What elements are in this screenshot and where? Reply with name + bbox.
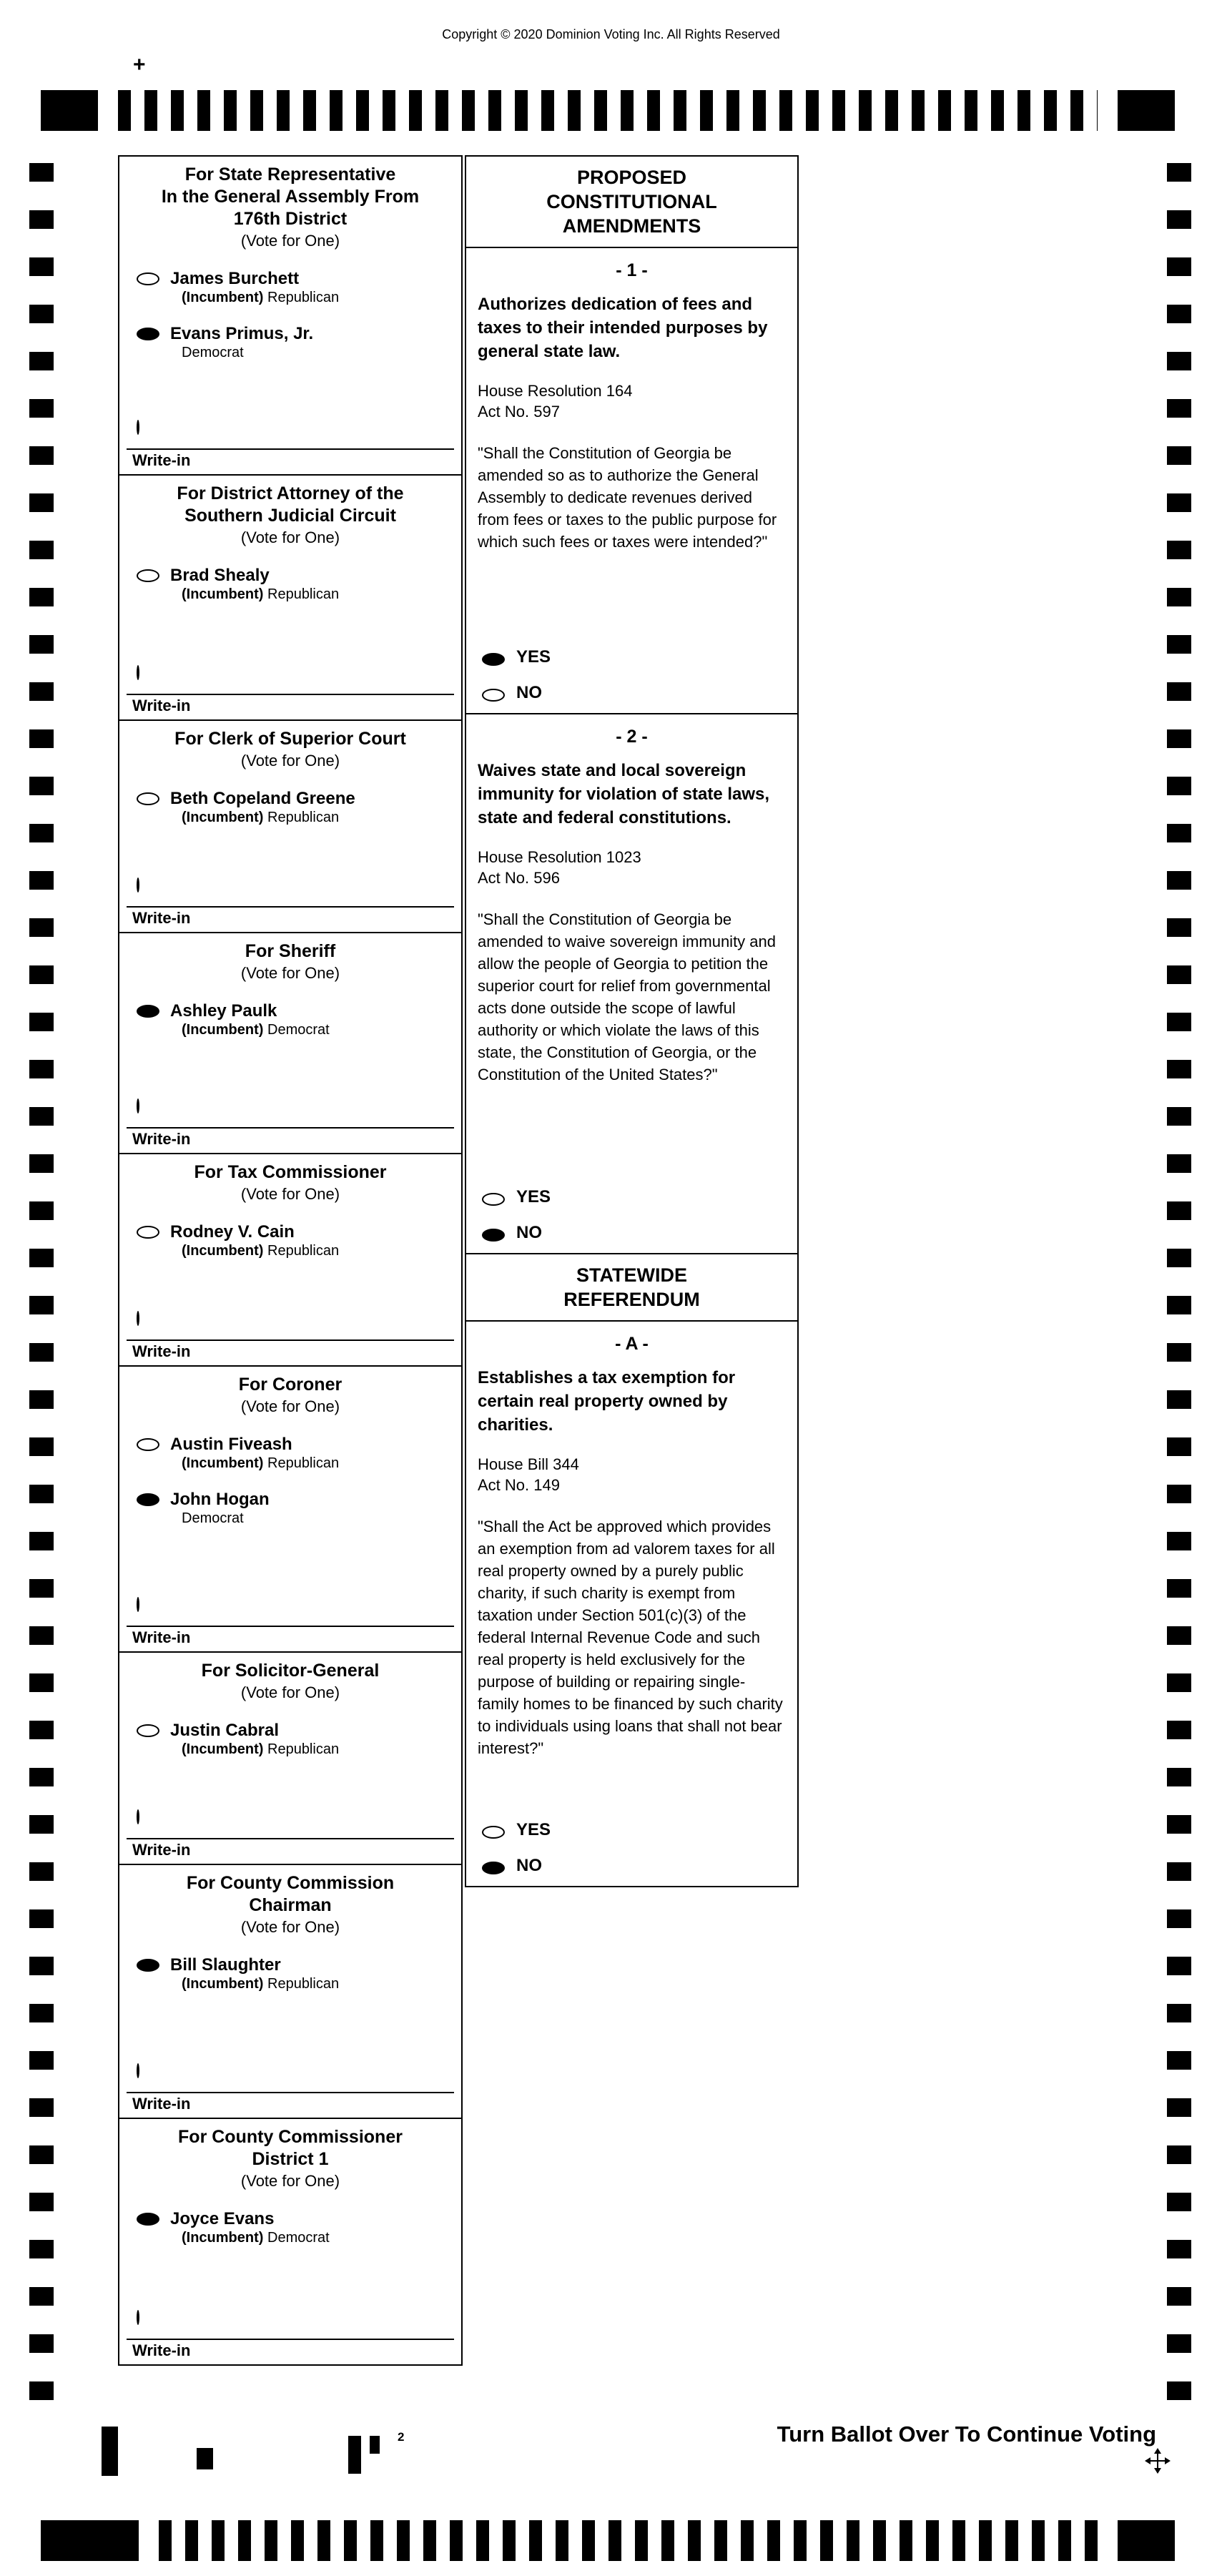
- ballot-oval[interactable]: [137, 792, 159, 805]
- contest-county-commissioner-district-1: [119, 2119, 461, 2364]
- contest-title-line: For County Commissioner: [178, 2127, 403, 2147]
- contest-district-attorney: [119, 476, 461, 721]
- ballot-oval[interactable]: [137, 272, 159, 285]
- contest-title: [119, 483, 461, 527]
- measures-column: [465, 155, 799, 1887]
- ballot-oval[interactable]: [137, 1959, 159, 1972]
- candidate-row: [137, 1721, 461, 1759]
- candidate-name: Bill Slaughter: [170, 1955, 281, 1975]
- vote-instruction: (Vote for One): [240, 1683, 340, 1701]
- measure-summary: Waives state and local sovereign immunity for violation of state laws, state and federal constitutions.: [478, 761, 770, 827]
- vote-instruction: (Vote for One): [240, 1185, 340, 1203]
- candidate-affiliation: [182, 1510, 270, 1528]
- ballot-oval[interactable]: [137, 1005, 159, 1018]
- yes-row: [482, 1801, 786, 1840]
- measure-number: - A -: [615, 1334, 649, 1354]
- ballot-oval[interactable]: [137, 328, 159, 340]
- registration-plus-mark: +: [133, 53, 146, 77]
- incumbent-label: (Incumbent): [182, 1022, 264, 1038]
- party-label: Democrat: [182, 345, 244, 360]
- write-in-line[interactable]: [127, 1838, 454, 1839]
- candidate-row: [137, 1490, 461, 1528]
- candidate-name: Joyce Evans: [170, 2209, 275, 2228]
- vote-instruction: (Vote for One): [240, 1918, 340, 1936]
- calibration-mark: [370, 2436, 380, 2454]
- party-label: Republican: [267, 1741, 340, 1757]
- incumbent-label: (Incumbent): [182, 810, 264, 825]
- candidate-affiliation: [182, 2229, 330, 2247]
- contest-title-line: For State Representative: [184, 164, 396, 185]
- header-line: CONSTITUTIONAL: [546, 191, 717, 212]
- write-in-label: Write-in: [132, 1628, 191, 1646]
- copyright-notice: Copyright © 2020 Dominion Voting Inc. All Rights Reserved: [442, 27, 780, 41]
- yes-label: YES: [516, 1820, 551, 1839]
- vote-instruction: (Vote for One): [240, 1397, 340, 1415]
- no-oval[interactable]: [482, 1862, 505, 1874]
- vote-instruction: (Vote for One): [240, 529, 340, 546]
- party-label: Democrat: [267, 2230, 330, 2246]
- ballot-oval[interactable]: [137, 1724, 159, 1737]
- candidate-affiliation: [182, 289, 339, 307]
- contest-title: [119, 728, 461, 750]
- contest-title-line: For District Attorney of the: [177, 483, 404, 503]
- timing-bars: [118, 90, 1098, 131]
- write-in-oval-row: [137, 1580, 461, 1611]
- no-row: [482, 683, 786, 703]
- write-in-oval[interactable]: [137, 1098, 139, 1114]
- measure-number: - 2 -: [616, 727, 648, 747]
- page-number: 2: [398, 2430, 405, 2444]
- contest-title-line: District 1: [252, 2149, 329, 2169]
- incumbent-label: (Incumbent): [182, 586, 264, 602]
- candidate-affiliation: [182, 344, 313, 362]
- write-in-label: Write-in: [132, 1841, 191, 1859]
- measure-referendum-a: [466, 1322, 797, 1886]
- incumbent-label: (Incumbent): [182, 1976, 264, 1992]
- timing-corner-left: [41, 90, 98, 131]
- write-in-label: Write-in: [132, 2341, 191, 2359]
- party-label: Democrat: [182, 1510, 244, 1526]
- write-in-oval-row: [137, 2046, 461, 2078]
- header-line: REFERENDUM: [563, 1289, 700, 1310]
- write-in-line[interactable]: [127, 1626, 454, 1627]
- yes-label: YES: [516, 647, 551, 667]
- incumbent-label: (Incumbent): [182, 1741, 264, 1757]
- timing-marks-bottom: [41, 2520, 1175, 2561]
- candidate-row: [137, 789, 461, 827]
- candidate-row: [137, 324, 461, 362]
- calibration-mark: [197, 2448, 213, 2469]
- party-label: Republican: [267, 1455, 340, 1471]
- ballot-oval[interactable]: [137, 1493, 159, 1506]
- measure-question: "Shall the Constitution of Georgia be amended so as to authorize the General Assembly to dedicate revenues derived from fees or taxes to the public purpose for which such fees or taxes were intended?": [478, 444, 777, 551]
- yes-row: [482, 629, 786, 667]
- write-in-oval[interactable]: [137, 420, 139, 435]
- measure-reference: Act No. 596: [478, 869, 560, 887]
- timing-marks-left: [29, 163, 54, 2416]
- contest-title: [119, 1660, 461, 1682]
- write-in-oval[interactable]: [137, 665, 139, 680]
- write-in-oval-row: [137, 2293, 461, 2324]
- measure-amendment-2: [466, 714, 797, 1254]
- candidate-row: [137, 1001, 461, 1039]
- write-in-label: Write-in: [132, 451, 191, 469]
- timing-corner-left: [41, 2520, 139, 2561]
- contest-title: [119, 1872, 461, 1917]
- timing-corner-right: [1118, 90, 1175, 131]
- four-arrow-icon: [1144, 2447, 1171, 2474]
- contest-solicitor-general: [119, 1653, 461, 1865]
- ballot-oval[interactable]: [137, 1438, 159, 1451]
- candidate-name: John Hogan: [170, 1490, 270, 1509]
- measure-question: "Shall the Constitution of Georgia be amended to waive sovereign immunity and allow the people of Georgia to petition the superior court for relief from governmental acts done outside the scope of lawful authority or which violate the laws of this state, the Constitution of Georgia, or the Constitution of the United States?": [478, 910, 777, 1083]
- ballot-oval[interactable]: [137, 2213, 159, 2226]
- incumbent-label: (Incumbent): [182, 290, 264, 305]
- no-row: [482, 1856, 786, 1876]
- timing-bars: [159, 2520, 1098, 2561]
- contest-county-commission-chairman: [119, 1865, 461, 2119]
- write-in-oval-row: [137, 1294, 461, 1325]
- candidate-name: Brad Shealy: [170, 566, 270, 585]
- contest-clerk-superior-court: [119, 721, 461, 933]
- yes-row: [482, 1169, 786, 1207]
- turn-ballot-instruction: Turn Ballot Over To Continue Voting: [777, 2422, 1156, 2447]
- contest-title: [119, 940, 461, 963]
- no-label: NO: [516, 1223, 542, 1242]
- ballot-oval[interactable]: [137, 1226, 159, 1239]
- vote-instruction: (Vote for One): [240, 964, 340, 982]
- no-oval[interactable]: [482, 689, 505, 702]
- measure-question: "Shall the Act be approved which provides an exemption from ad valorem taxes for all real property owned by a purely public charity, if such charity is exempt from taxation under Section 501(c)(3) of the federal Internal Revenue Code and such real property is held exclusively for the purpose of building or repairing single-family homes to be financed by such charity to individuals using loans that shall not bear interest?": [478, 1518, 783, 1757]
- yes-label: YES: [516, 1187, 551, 1206]
- measure-amendment-1: [466, 248, 797, 714]
- party-label: Republican: [267, 586, 340, 602]
- write-in-line[interactable]: [127, 2092, 454, 2093]
- write-in-oval[interactable]: [137, 877, 139, 893]
- candidate-name: James Burchett: [170, 269, 300, 288]
- measure-summary: Establishes a tax exemption for certain real property owned by charities.: [478, 1368, 736, 1435]
- write-in-line[interactable]: [127, 1127, 454, 1129]
- write-in-oval-row: [137, 648, 461, 679]
- candidate-name: Austin Fiveash: [170, 1435, 292, 1454]
- candidate-name: Rodney V. Cain: [170, 1222, 295, 1242]
- write-in-line[interactable]: [127, 694, 454, 695]
- timing-marks-right: [1167, 163, 1191, 2416]
- no-label: NO: [516, 683, 542, 702]
- candidate-row: [137, 2209, 461, 2247]
- write-in-line[interactable]: [127, 448, 454, 450]
- header-line: STATEWIDE: [576, 1264, 687, 1286]
- contest-state-representative: [119, 157, 461, 476]
- measure-summary: Authorizes dedication of fees and taxes to their intended purposes by general state law.: [478, 295, 768, 361]
- write-in-oval[interactable]: [137, 1809, 139, 1824]
- ballot-oval[interactable]: [137, 569, 159, 582]
- party-label: Republican: [267, 290, 340, 305]
- contest-title-line: For Coroner: [238, 1375, 343, 1395]
- contest-title-line: For Solicitor-General: [201, 1661, 380, 1681]
- write-in-line[interactable]: [127, 906, 454, 908]
- candidate-row: [137, 269, 461, 307]
- write-in-label: Write-in: [132, 697, 191, 714]
- write-in-oval[interactable]: [137, 1597, 139, 1612]
- measure-reference: House Bill 344: [478, 1455, 579, 1473]
- candidate-row: [137, 1955, 461, 1993]
- candidate-affiliation: [182, 1021, 330, 1039]
- write-in-oval-row: [137, 1792, 461, 1824]
- no-row: [482, 1223, 786, 1243]
- vote-instruction: (Vote for One): [240, 752, 340, 770]
- contest-title-line: 176th District: [233, 209, 348, 229]
- candidate-affiliation: [182, 1455, 339, 1473]
- yes-oval[interactable]: [482, 1193, 505, 1206]
- contest-title-line: For County Commission: [186, 1873, 395, 1893]
- vote-instruction: (Vote for One): [240, 2172, 340, 2190]
- contest-title-line: Southern Judicial Circuit: [184, 506, 396, 526]
- timing-corner-right: [1118, 2520, 1175, 2561]
- incumbent-label: (Incumbent): [182, 2230, 264, 2246]
- contest-title-line: For Clerk of Superior Court: [174, 729, 406, 749]
- write-in-oval-row: [137, 403, 461, 434]
- contest-tax-commissioner: [119, 1154, 461, 1367]
- write-in-label: Write-in: [132, 2095, 191, 2113]
- contest-sheriff: [119, 933, 461, 1154]
- write-in-line[interactable]: [127, 1339, 454, 1341]
- party-label: Republican: [267, 810, 340, 825]
- yes-oval[interactable]: [482, 1826, 505, 1839]
- candidate-contests-column: [118, 155, 463, 2366]
- vote-instruction: (Vote for One): [240, 232, 340, 250]
- incumbent-label: (Incumbent): [182, 1455, 264, 1471]
- write-in-oval-row: [137, 1081, 461, 1113]
- no-oval[interactable]: [482, 1229, 505, 1242]
- contest-coroner: [119, 1367, 461, 1653]
- measure-reference: House Resolution 1023: [478, 848, 641, 866]
- timing-marks-top: [41, 90, 1175, 131]
- candidate-row: [137, 1222, 461, 1260]
- candidate-affiliation: [182, 586, 339, 604]
- candidate-affiliation: [182, 1242, 339, 1260]
- write-in-line[interactable]: [127, 2339, 454, 2340]
- party-label: Republican: [267, 1243, 340, 1259]
- measure-reference: House Resolution 164: [478, 382, 633, 400]
- no-label: NO: [516, 1856, 542, 1875]
- candidate-name: Ashley Paulk: [170, 1001, 277, 1021]
- candidate-row: [137, 566, 461, 604]
- contest-title: [119, 2126, 461, 2171]
- measure-reference: Act No. 149: [478, 1476, 560, 1494]
- candidate-affiliation: [182, 1741, 339, 1759]
- measure-reference: Act No. 597: [478, 403, 560, 421]
- write-in-label: Write-in: [132, 1130, 191, 1148]
- write-in-label: Write-in: [132, 909, 191, 927]
- measure-number: - 1 -: [616, 260, 648, 280]
- party-label: Democrat: [267, 1022, 330, 1038]
- contest-title-line: In the General Assembly From: [161, 187, 420, 207]
- calibration-mark: [348, 2436, 361, 2474]
- referendum-header: [466, 1254, 797, 1322]
- contest-title: [119, 1161, 461, 1184]
- contest-title: [119, 164, 461, 230]
- party-label: Republican: [267, 1976, 340, 1992]
- candidate-name: Justin Cabral: [170, 1721, 280, 1740]
- contest-title-line: For Tax Commissioner: [194, 1162, 387, 1182]
- write-in-label: Write-in: [132, 1342, 191, 1360]
- candidate-name: Beth Copeland Greene: [170, 789, 355, 808]
- header-line: PROPOSED: [576, 167, 687, 188]
- contest-title: [119, 1374, 461, 1396]
- write-in-oval[interactable]: [137, 2063, 139, 2078]
- candidate-name: Evans Primus, Jr.: [170, 324, 314, 343]
- contest-title-line: For Sheriff: [245, 941, 336, 961]
- write-in-oval[interactable]: [137, 2310, 139, 2325]
- candidate-row: [137, 1435, 461, 1473]
- candidate-affiliation: [182, 1975, 339, 1993]
- write-in-oval-row: [137, 860, 461, 892]
- calibration-mark: [102, 2427, 118, 2476]
- yes-oval[interactable]: [482, 653, 505, 666]
- candidate-affiliation: [182, 809, 355, 827]
- write-in-oval[interactable]: [137, 1311, 139, 1326]
- amendments-header: [466, 157, 797, 248]
- incumbent-label: (Incumbent): [182, 1243, 264, 1259]
- contest-title-line: Chairman: [249, 1895, 332, 1915]
- header-line: AMENDMENTS: [562, 215, 701, 237]
